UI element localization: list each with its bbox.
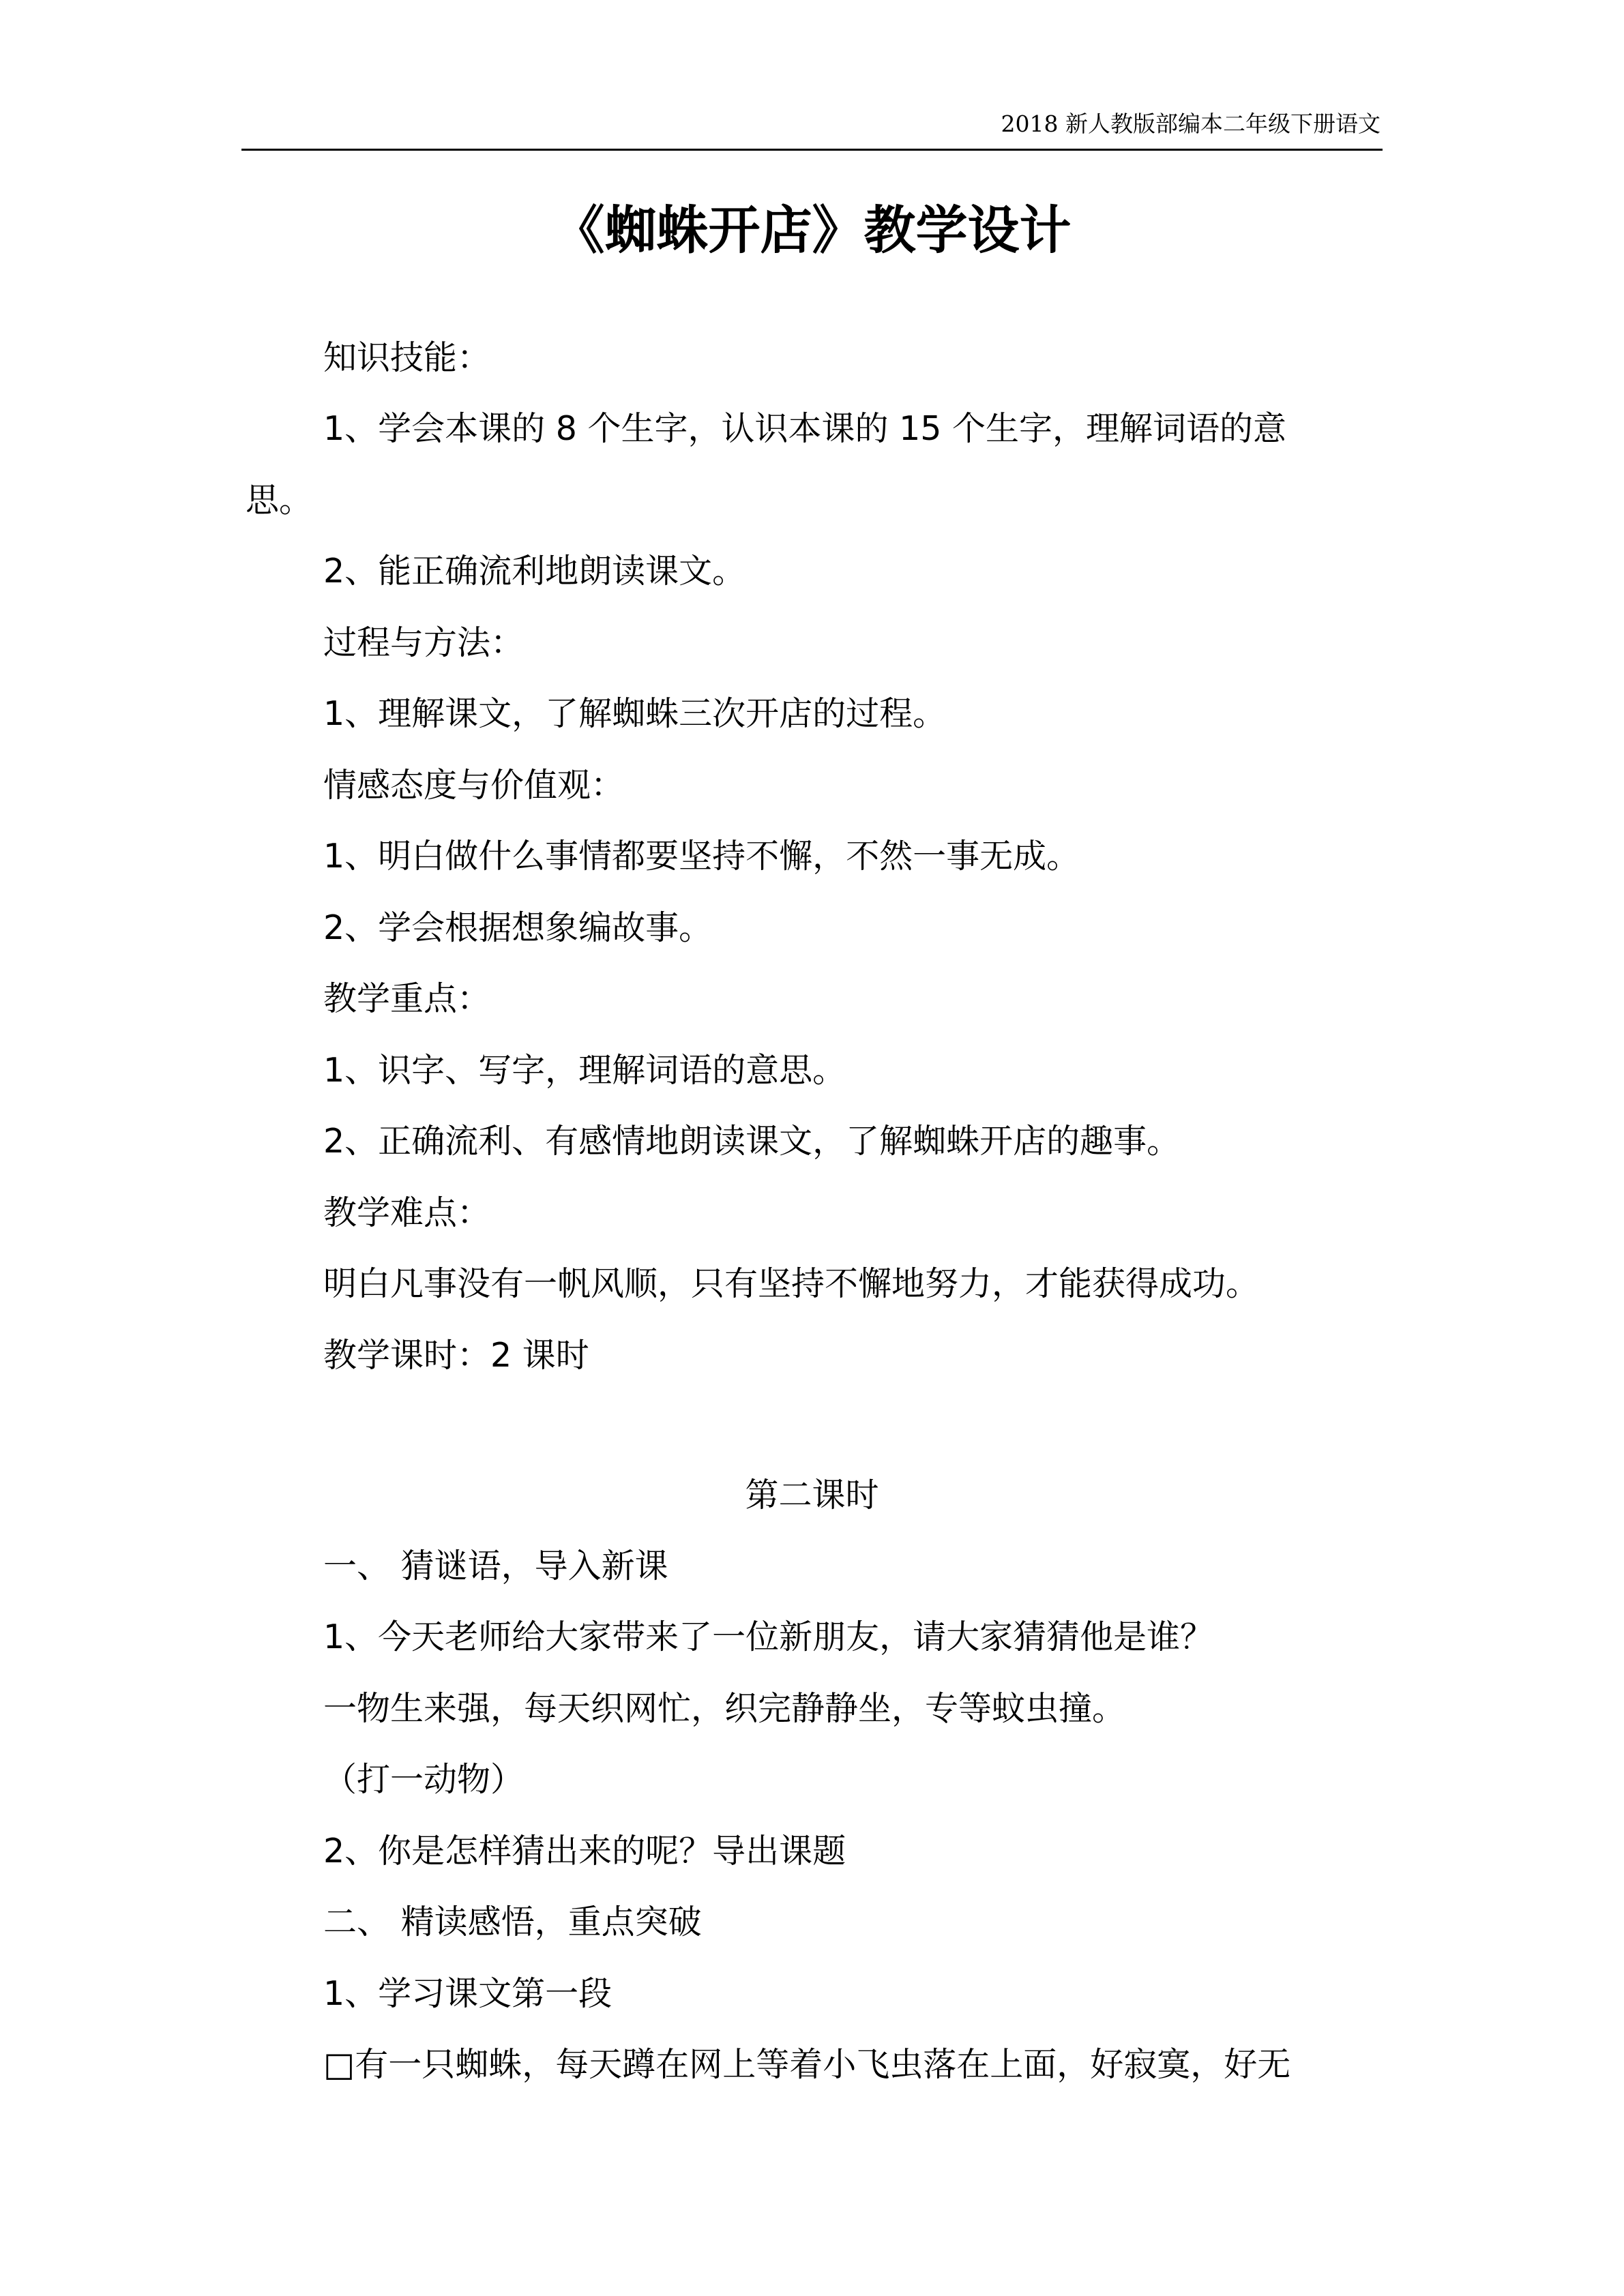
- paragraph-line: 2、学会根据想象编故事。: [323, 908, 713, 947]
- paragraph-line: 教学难点：: [323, 1193, 491, 1232]
- paragraph-line: 教学重点：: [323, 979, 491, 1018]
- paragraph-line: 1、今天老师给大家带来了一位新朋友，请大家猜猜他是谁？: [323, 1617, 1214, 1656]
- paragraph-line: 1、学习课文第一段: [323, 1974, 612, 2013]
- paragraph-line: 1、明白做什么事情都要坚持不懈，不然一事无成。: [323, 837, 1080, 876]
- paragraph-line: 一、 猜谜语，导入新课: [323, 1547, 668, 1585]
- paragraph-line: 2、你是怎样猜出来的呢？导出课题: [323, 1832, 846, 1870]
- section-heading: 第二课时: [745, 1476, 879, 1515]
- paragraph-line: 明白凡事没有一帆风顺，只有坚持不懈地努力，才能获得成功。: [323, 1264, 1260, 1303]
- document-title: 《蜘蛛开店》教学设计: [552, 200, 1072, 260]
- paragraph-line: 过程与方法：: [323, 623, 525, 662]
- paragraph-line: 教学课时：2 课时: [323, 1336, 589, 1375]
- paragraph-line: （打一动物）: [323, 1760, 525, 1799]
- paragraph-line: 情感态度与价值观：: [323, 766, 625, 805]
- header-divider: [241, 149, 1383, 151]
- paragraph-line: 1、理解课文，了解蜘蛛三次开店的过程。: [323, 694, 947, 733]
- paragraph-line: 2、正确流利、有感情地朗读课文，了解蜘蛛开店的趣事。: [323, 1122, 1181, 1161]
- header-text: 2018 新人教版部编本二年级下册语文: [1001, 110, 1381, 137]
- paragraph-line: 一物生来强，每天织网忙，织完静静坐，专等蚊虫撞。: [323, 1689, 1126, 1728]
- paragraph-line: 1、学会本课的 8 个生字，认识本课的 15 个生字，理解词语的意: [323, 409, 1287, 448]
- paragraph-line: 2、能正确流利地朗读课文。: [323, 552, 746, 591]
- paragraph-line: 知识技能：: [323, 338, 491, 377]
- paragraph-line: 1、识字、写字，理解词语的意思。: [323, 1051, 846, 1090]
- paragraph-line: 二、 精读感悟，重点突破: [323, 1903, 702, 1941]
- paragraph-line: □有一只蜘蛛，每天蹲在网上等着小飞虫落在上面，好寂寞，好无: [323, 2045, 1291, 2084]
- paragraph-line: 思。: [246, 481, 313, 520]
